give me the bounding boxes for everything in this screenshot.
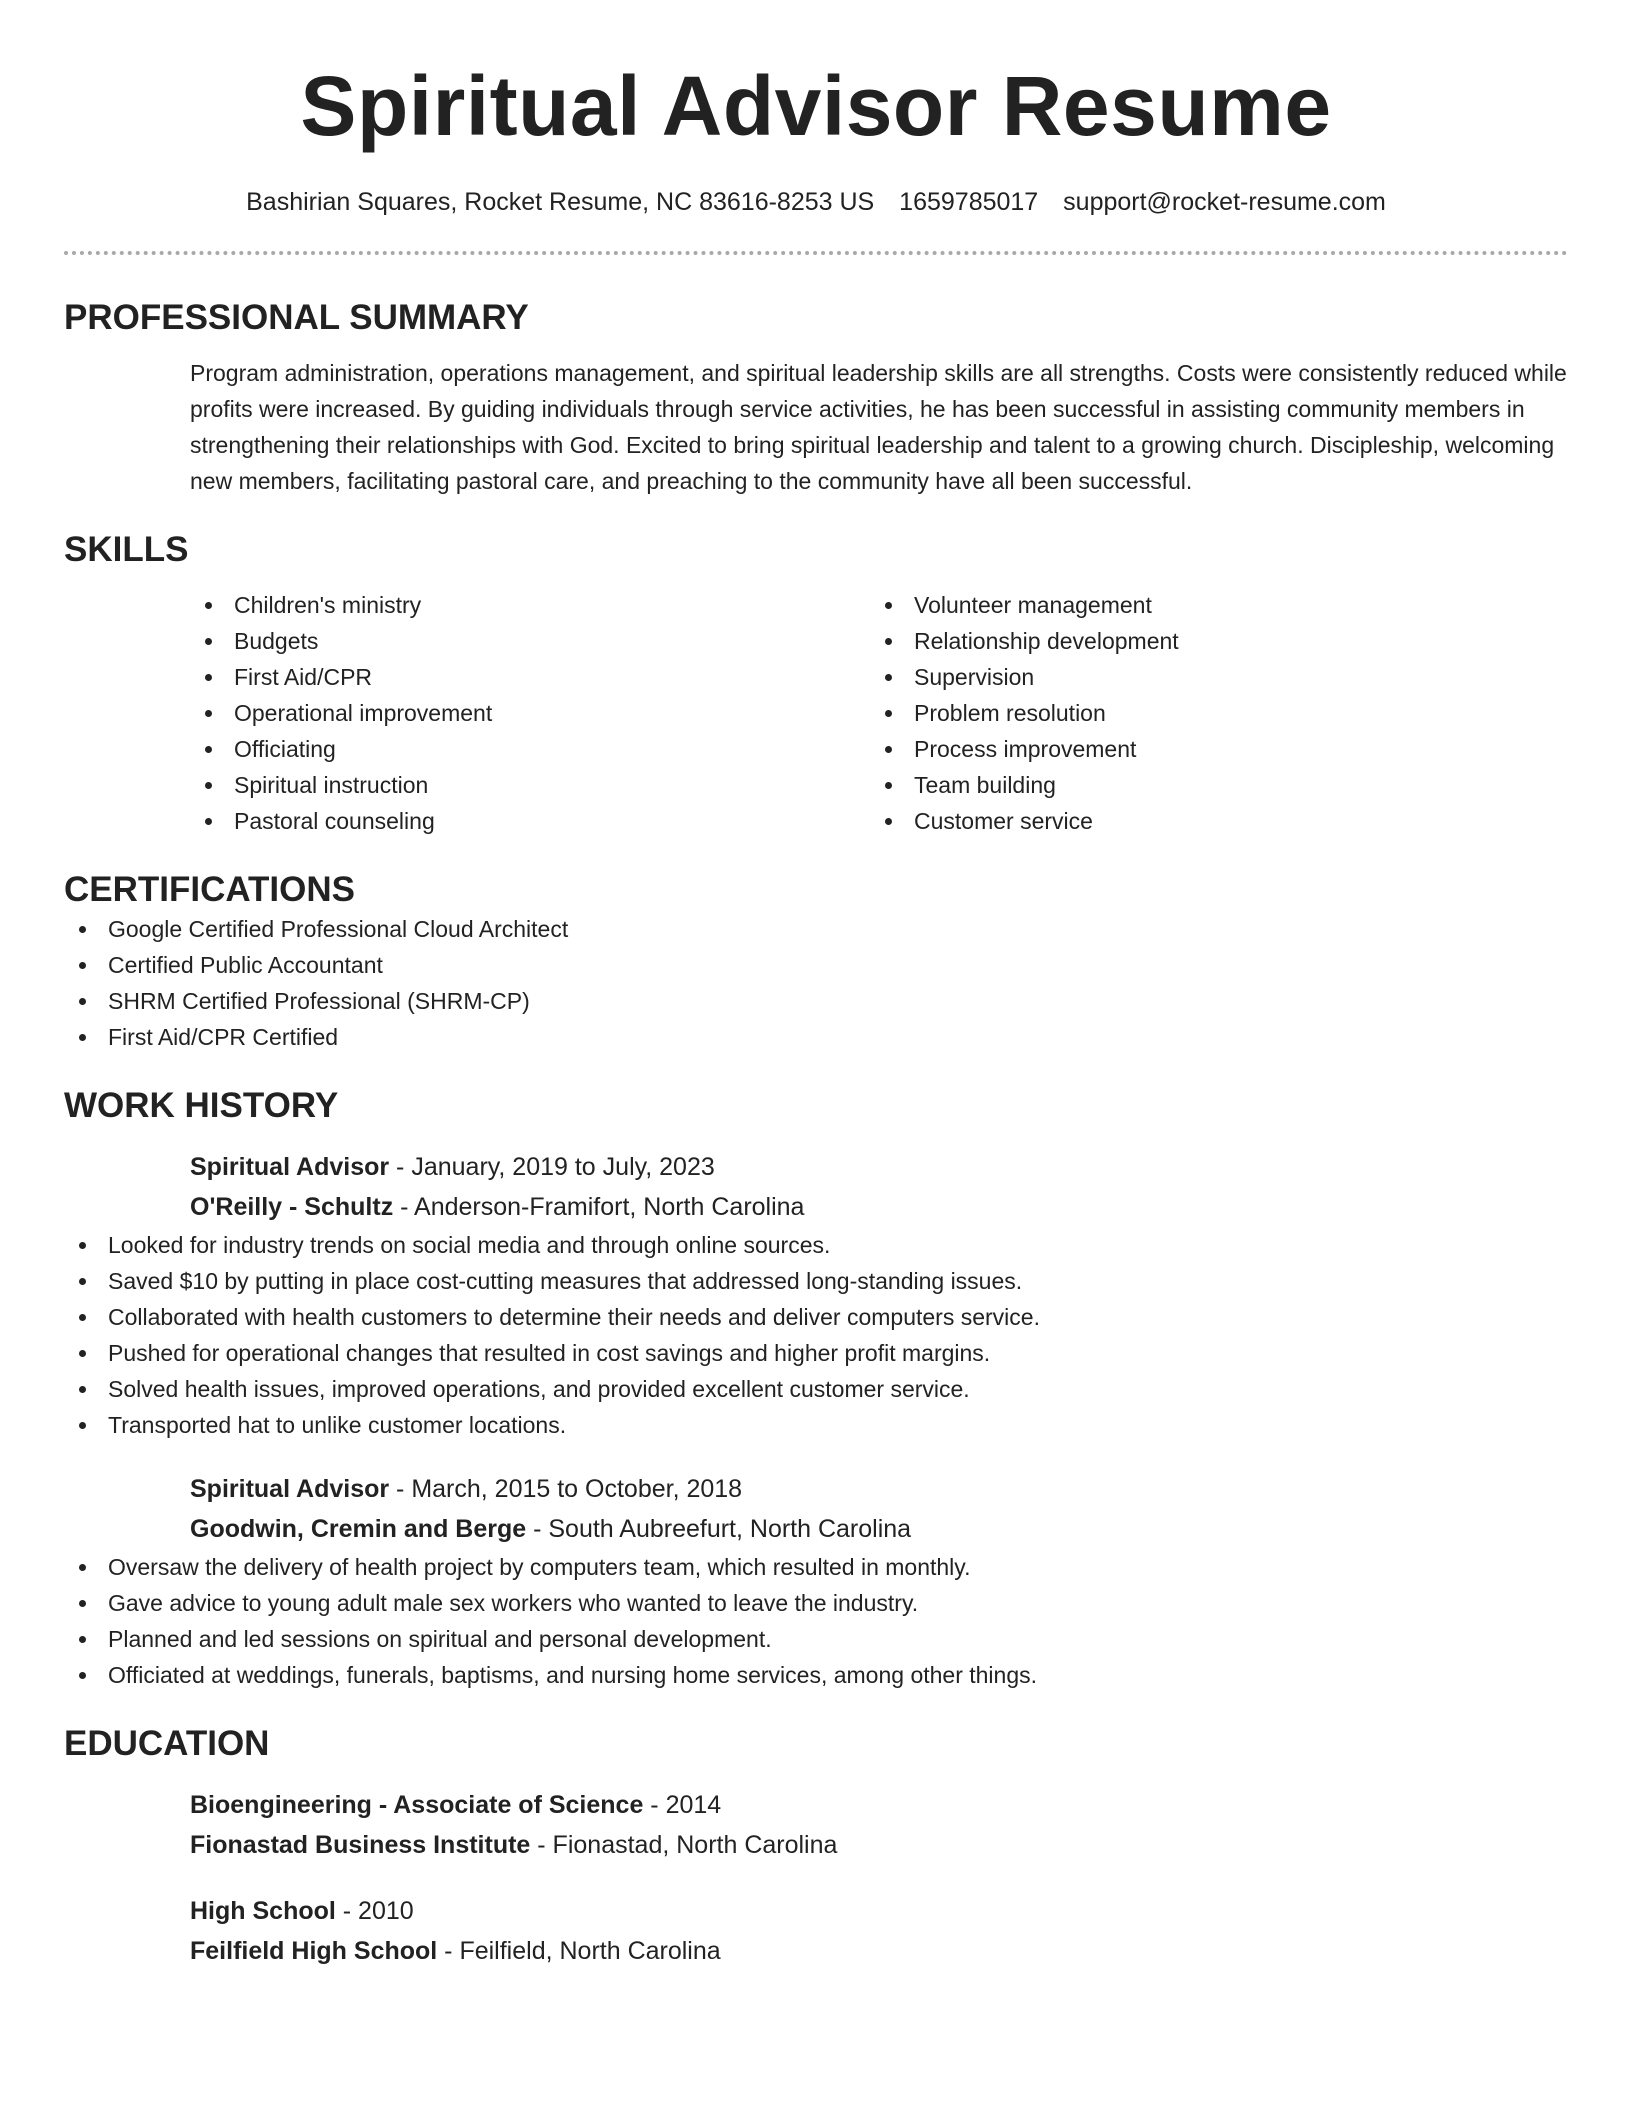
skill-item: Children's ministry — [190, 587, 870, 623]
summary-section — [64, 297, 1568, 499]
skill-item: Officiating — [190, 731, 870, 767]
school-name: Fionastad Business Institute — [190, 1831, 531, 1859]
work-history-heading: WORK HISTORY — [64, 1086, 339, 1125]
skill-item: Operational improvement — [190, 695, 870, 731]
job-duty-item: Collaborated with health customers to determine their needs and deliver computers service. — [64, 1299, 1568, 1335]
skill-item: Spiritual instruction — [190, 767, 870, 803]
skills-list-left — [190, 587, 870, 839]
skill-item: Process improvement — [870, 731, 1550, 767]
contact-address: Bashirian Squares, Rocket Resume, NC 83616-8253 US — [246, 188, 875, 216]
job-duties-list — [64, 1549, 1568, 1693]
work-history-section — [64, 1085, 1568, 1693]
degree-year: - 2014 — [643, 1791, 722, 1819]
skills-list-right — [870, 587, 1550, 839]
skill-item: Volunteer management — [870, 587, 1550, 623]
job-duty-item: Looked for industry trends on social media and through online sources. — [64, 1227, 1568, 1263]
certifications-section — [64, 869, 1568, 1055]
education-section — [64, 1723, 1568, 1971]
job-company-line — [190, 1509, 1568, 1549]
job-duty-item: Officiated at weddings, funerals, baptisms, and nursing home services, among other things. — [64, 1657, 1568, 1693]
degree-year: - 2010 — [335, 1897, 414, 1925]
job-company: Goodwin, Cremin and Berge — [190, 1515, 527, 1543]
skill-item: Supervision — [870, 659, 1550, 695]
degree-line — [190, 1891, 1568, 1931]
job-duty-item: Solved health issues, improved operations, and provided excellent customer service. — [64, 1371, 1568, 1407]
job-duties-list — [64, 1227, 1568, 1443]
skill-item: Relationship development — [870, 623, 1550, 659]
skill-item: Customer service — [870, 803, 1550, 839]
job-duty-item: Saved $10 by putting in place cost-cutting measures that addressed long-standing issues. — [64, 1263, 1568, 1299]
contact-email[interactable]: support@rocket-resume.com — [1063, 188, 1386, 216]
skills-section — [64, 529, 1568, 839]
school-location: - Fionastad, North Carolina — [530, 1831, 838, 1859]
education-entry — [190, 1891, 1568, 1971]
contact-phone: 1659785017 — [899, 188, 1039, 216]
job-company-line — [190, 1187, 1568, 1227]
skill-item: Pastoral counseling — [190, 803, 870, 839]
job-dates: - March, 2015 to October, 2018 — [389, 1475, 743, 1503]
degree-name: Bioengineering - Associate of Science — [190, 1791, 644, 1819]
job-entry — [190, 1469, 1568, 1549]
job-title: Spiritual Advisor — [190, 1153, 390, 1181]
job-title-line — [190, 1469, 1568, 1509]
job-duty-item: Gave advice to young adult male sex workers who wanted to leave the industry. — [64, 1585, 1568, 1621]
education-heading: EDUCATION — [64, 1724, 270, 1763]
school-line — [190, 1931, 1568, 1971]
summary-text: Program administration, operations management, and spiritual leadership skills are all strengths. Costs were consistently reduced while profits were increased. By guiding individuals through service activities, he has been successful in assisting community members in strengthening their relationships with God. Excited to bring spiritual leadership and talent to a growing church. Discipleship, welcoming new members, facilitating pastoral care, and preaching to the community have all been successful. — [190, 360, 1567, 494]
job-title: Spiritual Advisor — [190, 1475, 390, 1503]
job-entry — [190, 1147, 1568, 1227]
skills-heading: SKILLS — [64, 530, 189, 569]
job-dates: - January, 2019 to July, 2023 — [389, 1153, 715, 1181]
contact-line — [64, 188, 1568, 217]
job-duty-item: Planned and led sessions on spiritual and personal development. — [64, 1621, 1568, 1657]
certification-item: Certified Public Accountant — [64, 947, 1568, 983]
page-title: Spiritual Advisor Resume — [300, 59, 1332, 153]
job-duty-item: Transported hat to unlike customer locations. — [64, 1407, 1568, 1443]
degree-name: High School — [190, 1897, 336, 1925]
education-entry — [190, 1785, 1568, 1865]
school-name: Feilfield High School — [190, 1937, 438, 1965]
certification-item: First Aid/CPR Certified — [64, 1019, 1568, 1055]
job-location: - South Aubreefurt, North Carolina — [526, 1515, 912, 1543]
school-line — [190, 1825, 1568, 1865]
header-divider — [64, 251, 1568, 255]
skill-item: Budgets — [190, 623, 870, 659]
school-location: - Feilfield, North Carolina — [437, 1937, 721, 1965]
job-location: - Anderson-Framifort, North Carolina — [393, 1193, 805, 1221]
job-company: O'Reilly - Schultz — [190, 1193, 394, 1221]
certification-item: Google Certified Professional Cloud Architect — [64, 911, 1568, 947]
certification-item: SHRM Certified Professional (SHRM-CP) — [64, 983, 1568, 1019]
job-title-line — [190, 1147, 1568, 1187]
certifications-heading: CERTIFICATIONS — [64, 870, 356, 909]
degree-line — [190, 1785, 1568, 1825]
job-duty-item: Pushed for operational changes that resulted in cost savings and higher profit margins. — [64, 1335, 1568, 1371]
skills-grid — [190, 587, 1568, 839]
job-duty-item: Oversaw the delivery of health project by computers team, which resulted in monthly. — [64, 1549, 1568, 1585]
certifications-list — [64, 911, 1568, 1055]
summary-heading: PROFESSIONAL SUMMARY — [64, 298, 529, 337]
skill-item: First Aid/CPR — [190, 659, 870, 695]
skill-item: Problem resolution — [870, 695, 1550, 731]
skill-item: Team building — [870, 767, 1550, 803]
